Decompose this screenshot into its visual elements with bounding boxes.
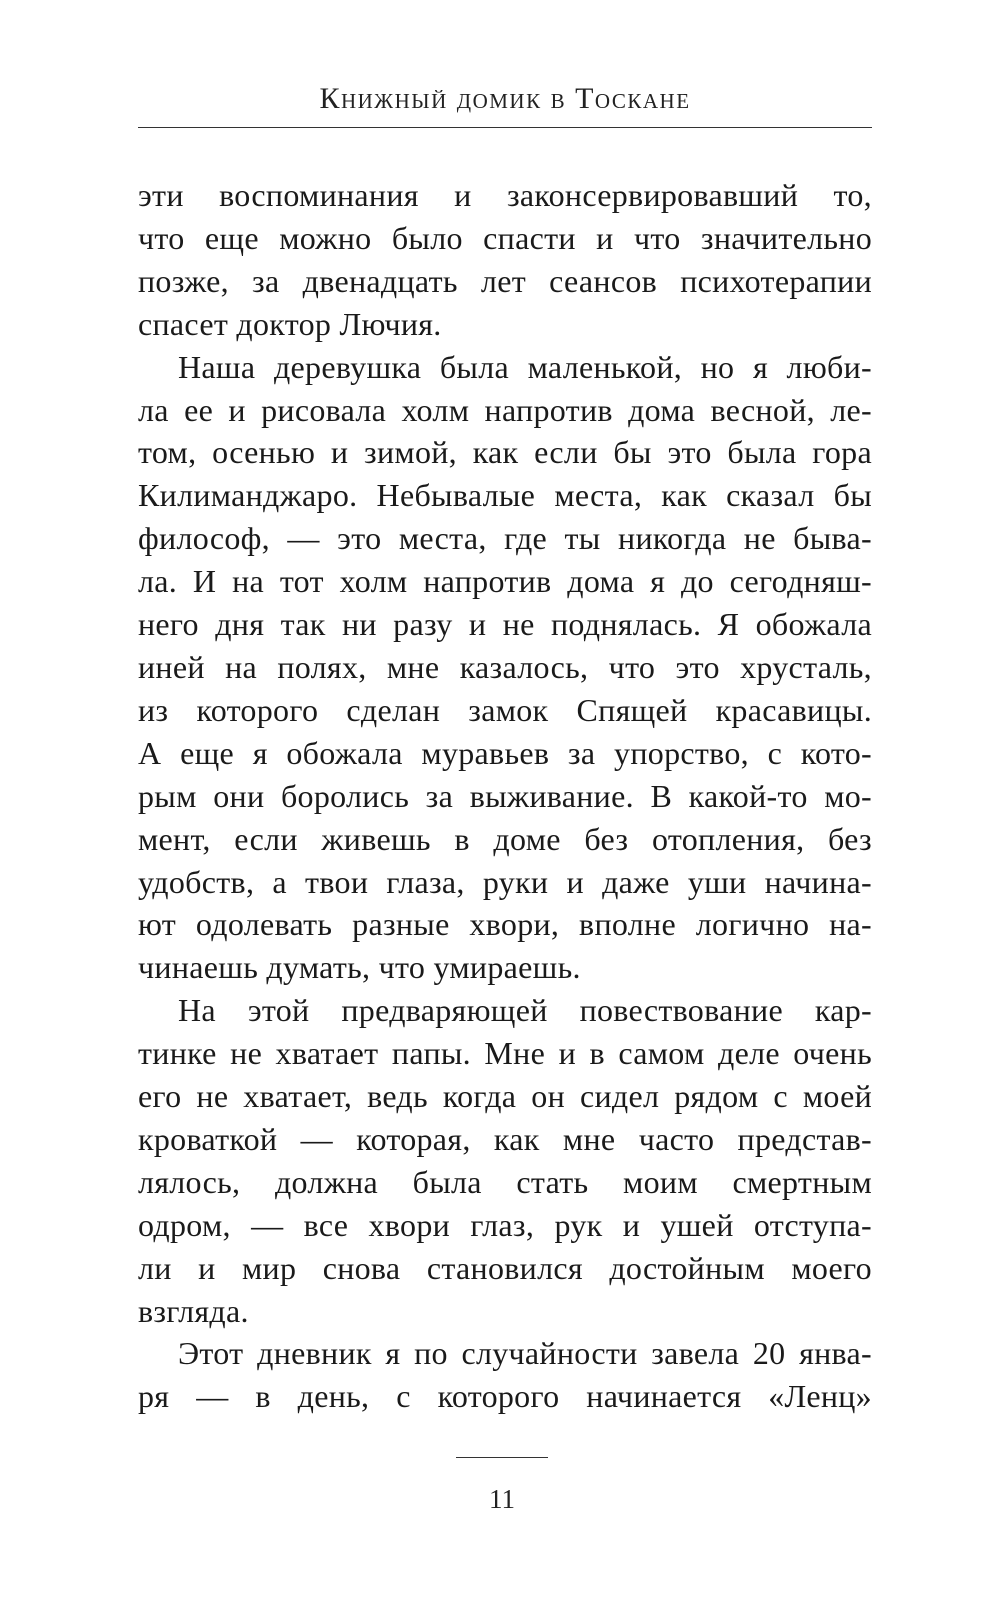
body-text [138, 174, 872, 1418]
text-line: одром, — все хвори глаз, рук и ушей отступа- [138, 1206, 872, 1243]
running-head: Книжный домик в Тоскане [319, 82, 691, 115]
text-line: удобств, а твои глаза, руки и даже уши начина- [138, 863, 872, 900]
footer-rule [456, 1457, 548, 1458]
text-line: ют одолевать разные хвори, вполне логично на- [138, 906, 872, 943]
text-line: Килиманджаро. Небывалые места, как сказал бы [138, 477, 872, 514]
text-line: На этой предваряющей повествование кар- [178, 992, 872, 1029]
text-line: кроваткой — которая, как мне часто представ- [138, 1120, 872, 1157]
text-line: ла. И на тот холм напротив дома я до сегодняш- [138, 563, 872, 600]
text-line: его не хватает, ведь когда он сидел рядом с моей [138, 1078, 872, 1115]
text-line: спасет доктор Лючия. [138, 305, 442, 342]
text-line: ла ее и рисовала холм напротив дома весной, ле- [138, 391, 872, 428]
text-line: взгляда. [138, 1292, 249, 1329]
text-line: чинаешь думать, что умираешь. [138, 949, 581, 986]
text-line: Этот дневник я по случайности завела 20 янва- [178, 1335, 872, 1372]
text-line: философ, — это места, где ты никогда не быва- [138, 520, 872, 557]
text-line: что еще можно было спасти и что значительно [138, 219, 872, 256]
text-line: ря — в день, с которого начинается «Ленц» [138, 1378, 872, 1415]
header-rule [138, 127, 872, 128]
text-line: позже, за двенадцать лет сеансов психотерапии [138, 262, 872, 299]
text-line: А еще я обожала муравьев за упорство, с кото- [138, 734, 872, 771]
text-line: лялось, должна была стать моим смертным [138, 1163, 872, 1200]
text-line: том, осенью и зимой, как если бы это была гора [138, 434, 872, 471]
text-line: ли и мир снова становился достойным моего [138, 1249, 872, 1286]
text-line: эти воспоминания и законсервировавший то, [138, 177, 872, 213]
text-line: тинке не хватает папы. Мне и в самом деле очень [138, 1035, 872, 1072]
page-number: 11 [489, 1484, 515, 1514]
text-line: иней на полях, мне казалось, что это хрусталь, [138, 648, 872, 685]
text-line: рым они боролись за выживание. В какой-то мо- [138, 777, 872, 814]
text-line: мент, если живешь в доме без отопления, без [138, 820, 872, 857]
text-line: него дня так ни разу и не поднялась. Я обожала [138, 606, 872, 643]
text-line: Наша деревушка была маленькой, но я люби- [178, 348, 872, 385]
text-line: из которого сделан замок Спящей красавицы. [138, 691, 872, 728]
